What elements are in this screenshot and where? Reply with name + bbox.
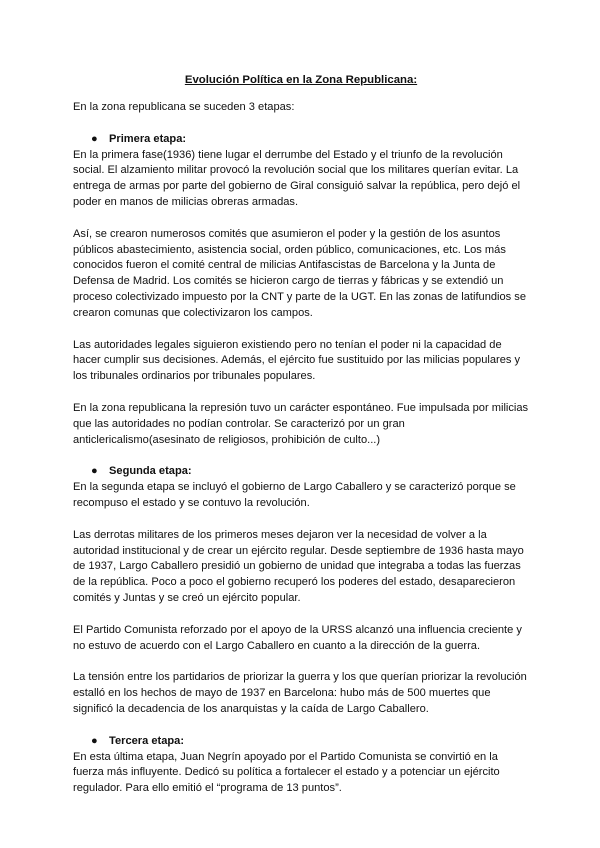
- paragraph: Las autoridades legales siguieron existiendo pero no tenían el poder ni la capacidad de hacer cumplir sus decisiones. Además, el ejército fue sustituido por las milicias populares y los tribunales ordinarios por tribunales populares.: [73, 338, 521, 383]
- section-heading-label: Tercera etapa:: [109, 734, 185, 747]
- bullet-icon: ●: [91, 734, 98, 747]
- section-heading-segunda: [73, 464, 529, 480]
- paragraph: La tensión entre los partidarios de priorizar la guerra y los que querían priorizar la revolución estalló en los hechos de mayo de 1937 en Barcelona: hubo más de 500 muertes que significó la decadencia de los anarquistas y la caída de Largo Caballero.: [73, 671, 527, 715]
- document-title: Evolución Política en la Zona Republicana:: [184, 74, 418, 86]
- section-heading-label: Segunda etapa:: [109, 465, 192, 478]
- paragraph: El Partido Comunista reforzado por el apoyo de la URSS alcanzó una influencia creciente y no estuvo de acuerdo con el Largo Caballero en cuanto a la dirección de la guerra.: [73, 623, 522, 652]
- section-heading-tercera: [73, 734, 529, 750]
- paragraph: En la primera fase(1936) tiene lugar el derrumbe del Estado y el triunfo de la revolución social. El alzamiento militar provocó la revolución social que los militares querían evitar. La entrega de armas por parte del gobierno de Giral consiguió salvar la república, pero dejó el poder en manos de milicias obreras armadas.: [73, 148, 521, 208]
- section-heading-primera: [73, 132, 529, 148]
- section-heading-label: Primera etapa:: [109, 132, 187, 145]
- bullet-icon: ●: [91, 132, 98, 145]
- intro-paragraph: En la zona republicana se suceden 3 etapas:: [73, 101, 295, 113]
- paragraph: Las derrotas militares de los primeros meses dejaron ver la necesidad de volver a la autoridad institucional y de crear un ejército regular. Desde septiembre de 1936 hasta mayo de 1937, Largo Caballero presidió un gobierno de unidad que integraba a todas las fuerzas de la república. Poco a poco el gobierno recuperó los poderes del estado, desaparecieron comités y Juntas y se creó un ejército popular.: [73, 528, 524, 604]
- paragraph: En la segunda etapa se incluyó el gobierno de Largo Caballero y se caracterizó porque se recompuso el estado y se contuvo la revolución.: [73, 481, 516, 509]
- paragraph: En la zona republicana la represión tuvo un carácter espontáneo. Fue impulsada por milicias que las autoridades no podían controlar. Se caracterizó por un gran anticlericalismo(asesinato de religiosos, prohibición de culto...): [73, 401, 529, 446]
- paragraph: En esta última etapa, Juan Negrín apoyado por el Partido Comunista se convirtió en la fuerza más influyente. Dedicó su política a fortalecer el estado y a potenciar un ejército regulador. Para ello emitió el “programa de 13 puntos”.: [73, 750, 500, 795]
- paragraph: Así, se crearon numerosos comités que asumieron el poder y la gestión de los asuntos públicos abastecimiento, asistencia social, orden público, comunicaciones, etc. Los más conocidos fueron el comité central de milicias Antifascistas de Barcelona y la Junta de Defensa de Madrid. Los comités se hicieron cargo de tierras y fábricas y se extendió un proceso colectivizado impuesto por la CNT y parte de la UGT. En las zonas de latifundios se crearon comunas que colectivizaron los campos.: [73, 227, 527, 319]
- bullet-icon: ●: [91, 465, 98, 478]
